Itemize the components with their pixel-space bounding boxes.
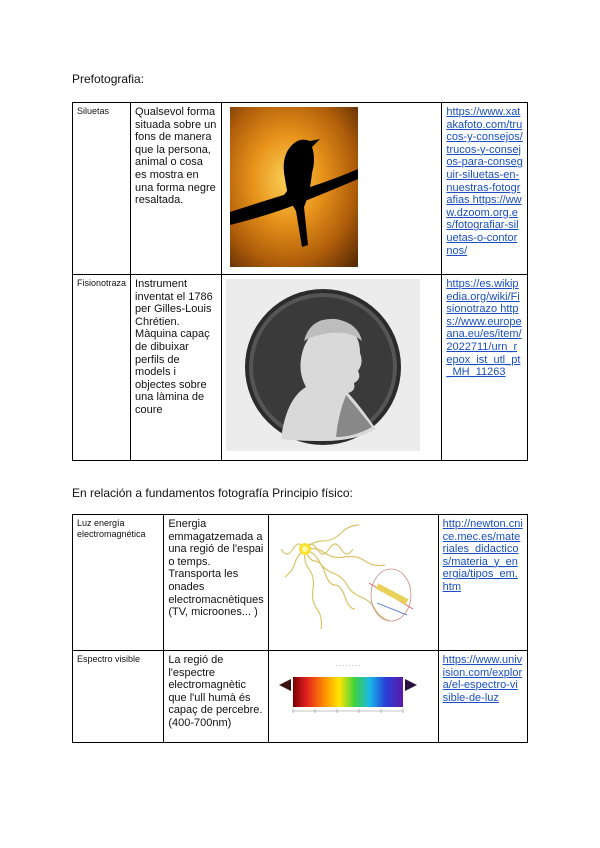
term-cell: Espectro visible [73, 651, 164, 743]
electromagnetic-waves-image [273, 519, 423, 643]
bird-silhouette-image [230, 107, 358, 267]
svg-text:· · · · · · · ·: · · · · · · · · [336, 663, 360, 669]
link-cell[interactable] [438, 515, 527, 651]
description-cell: Qualsevol forma situada sobre un fons de manera que la persona, animal o cosa es mostra en una forma negre resaltada. [131, 103, 222, 275]
portrait-engraving-image [226, 279, 420, 451]
image-cell [222, 275, 442, 461]
reference-link[interactable]: https://www.xatakafoto.com/trucos-y-consejos/trucos-y-consejos-para-conseguir-siluetas-en-nuestras-fotografias https://www.dzoom.org.es/fotografiar-siluetas-o-contornos/ [446, 106, 523, 257]
image-cell [269, 651, 439, 743]
description-cell: La regió de l'espectre electromagnètic que l'ull humà és capaç de percebre. (400-700nm) [164, 651, 269, 743]
prefotografia-table [72, 102, 528, 461]
section1-title: Prefotografia: [72, 72, 145, 86]
table-row [73, 651, 528, 743]
link-cell[interactable] [438, 651, 527, 743]
image-cell [222, 103, 442, 275]
reference-link[interactable]: https://www.univision.com/explora/el-espectro-visible-de-luz [442, 654, 523, 704]
principio-fisico-table [72, 514, 528, 743]
description-cell: Energia emmagatzemada a una regió de l'espai o temps. Transporta les onades electromacnètiques (TV, microones... ) [164, 515, 269, 651]
svg-text:· · · · · · · ·: · · · · · · · · [310, 287, 337, 295]
table-row [73, 275, 528, 461]
reference-link[interactable]: http://newton.cnice.mec.es/materiales_didacticos/materia_y_energia/tipos_em.htm [442, 518, 523, 593]
link-cell[interactable] [442, 275, 528, 461]
section2-title: En relación a fundamentos fotografía Principio físico: [72, 486, 353, 500]
table-row [73, 515, 528, 651]
link-cell[interactable] [442, 103, 528, 275]
table-row [73, 103, 528, 275]
image-cell [269, 515, 439, 651]
description-cell: Instrument inventat el 1786 per Gilles-Louis Chrétien. Màquina capaç de dibuixar perfils de models i objectes sobre una làmina de coure [131, 275, 222, 461]
reference-link[interactable]: https://es.wikipedia.org/wiki/Fisionotrazo https://www.europeana.eu/es/item/2022711/urn_repox_ist_utl_pt_MH_11263 [446, 278, 522, 379]
term-cell: Luz energía electromagnética [73, 515, 164, 651]
visible-spectrum-image [273, 655, 423, 731]
term-cell: Siluetas [73, 103, 131, 275]
term-cell: Fisionotraza [73, 275, 131, 461]
